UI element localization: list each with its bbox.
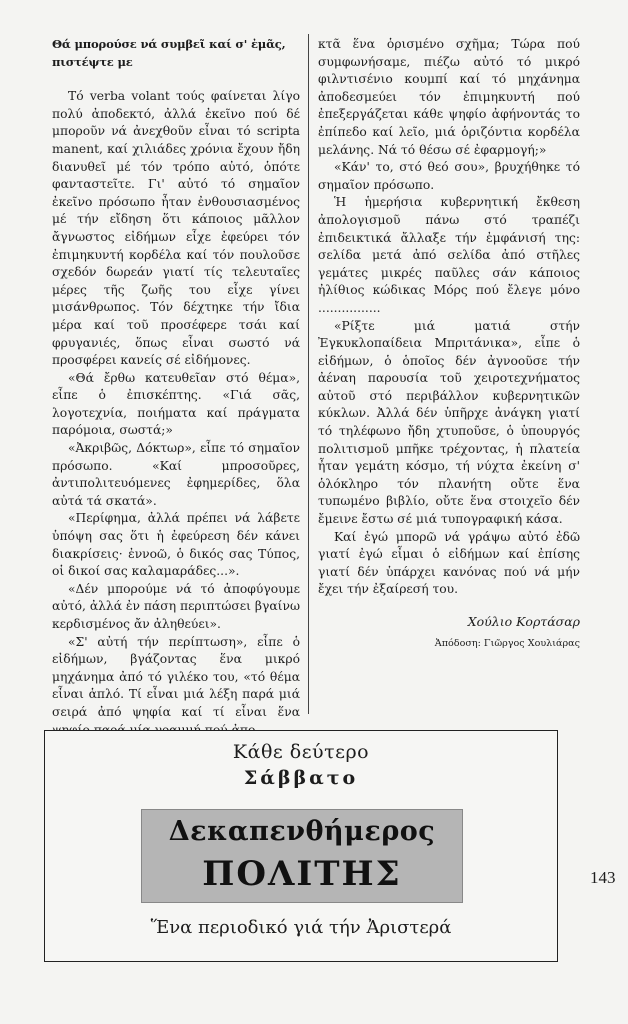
- ad-line-saturday: Σάββατο: [243, 767, 359, 789]
- ad-tagline: Ἕνα περιοδικό γιά τήν Ἀριστερά: [150, 917, 452, 938]
- paragraph: Καί ἐγώ μπορῶ νά γράψω αὐτό ἐδῶ γιατί ἐγώ εἶμαι ὁ εἰδήμων καί ἐπίσης γιατί δέν ὑπάρχει κανόνας πού νά μήν ἔχει τήν ἐξαίρεσή του.: [318, 529, 580, 597]
- ad-title-box: [141, 809, 463, 903]
- paragraph: «Θά ἔρθω κατευθεῖαν στό θέμα», εἶπε ὁ ἐπισκέπτης. «Γιά σᾶς, λογοτεχνία, ποιήματα καί πράγματα παρόμοια, σωστά;»: [52, 370, 300, 438]
- article-left-column: [52, 36, 300, 739]
- ad-line-every-other: Κάθε δεύτερο: [232, 741, 370, 763]
- paragraph: «Περίφημα, ἀλλά πρέπει νά λάβετε ὑπόψη σας ὅτι ἡ ἐφεύρεση δέν κάνει διακρίσεις· ἐννοῶ, ὁ δικός σας Τύπος, οἱ δικοί σας καλαμαράδες...».: [52, 511, 300, 579]
- paragraph: «Ἀκριβῶς, Δόκτωρ», εἶπε τό σημαῖον πρόσωπο. «Καί μπροσοῦρες, ἀντιπολιτευόμενες ἐφημερίδες, ὅλα αὐτά τά σκατά».: [52, 441, 300, 508]
- ad-title-politis: ΠΟΛΙΤΗΣ: [202, 854, 402, 894]
- author-signature: Χούλιο Κορτάσαρ: [467, 614, 580, 629]
- translation-credit: Ἀπόδοση: Γιῶργος Χουλιάρας: [434, 637, 580, 649]
- column-divider: [308, 34, 309, 714]
- paragraph: Ἡ ἡμερήσια κυβερνητική ἔκθεση ἀπολογισμοῦ πάνω στό τραπέζι ἐπιδεικτικά ἄλλαξε τήν ἐμφάνισή της: σελίδα μετά ἀπό σελίδα ἀπό στῆλες γεμάτες μικρές παῦλες σάν κάποιος ἠλίθιος κώδικας Μόρς πού ἔλεγε μόνο ................: [318, 195, 580, 315]
- paragraph: «Ρίξτε μιά ματιά στήν Ἐγκυκλοπαίδεια Μπριτάνικα», εἶπε ὁ εἰδήμων, ὁ ὁποῖος δέν ἀγνοοῦσε τήν ἀέναη παρουσία τοῦ χειροτεχνήματος αὐτοῦ στό περιβάλλον κυβερνητικῶν κύκλων. Ἀλλά δέν ὑπῆρχε ἀνάγκη γιατί τό τηλέφωνο ἤδη χτυποῦσε, ὁ ὑπουργός πολιτισμοῦ μπῆκε τρέχοντας, ἡ πλατεία ἦταν γεμάτη κόσμο, τή νύχτα ἐκείνη σ' ὁλόκληρο τόν πλανήτη οὔτε ἕνα τυπωμένο βιβλίο, οὔτε ἕνα στοιχεῖο δέν ἔμεινε ἔστω σέ μιά τυπογραφική κάσα.: [318, 318, 580, 527]
- page-number: 143: [590, 868, 616, 887]
- paragraph: «Δέν μπορούμε νά τό ἀποφύγουμε αὐτό, ἀλλά ἐν πάση περιπτώσει βγαίνω κερδισμένος ἄν ἀληθεύει».: [52, 581, 300, 631]
- paragraph: Τό verba volant τούς φαίνεται λίγο πολύ ἀποδεκτό, ἀλλά ἐκεῖνο πού δέ μποροῦν νά ἀνεχθοῦν εἶναι τό scripta manent, καί χιλιάδες χρόνια ἔχουν ἤδη διανυθεῖ μέ τόν τρόπο αὐτό, ὁπότε φανταστεῖτε. Γι' αὐτό τό σημαῖον ἐκεῖνο πρόσωπο ἦταν ἐνθουσιασμένος μέ τήν εἴδηση ὅτι κάποιος μᾶλλον ἄγνωστος εἰδήμων εἶχε ἐφεύρει τόν ἐπιμηκυντή κορδέλα καί τόν πουλοῦσε σχεδόν δωρεάν γιατί τίς τελευταῖες μέρες τῆς ζωῆς του εἶχε γίνει μισάνθρωπος. Τόν δέχτηκε τήν ἴδια μέρα καί τοῦ προσέφερε τσάι καί φρυγανιές, ὅπως εἶναι σωστό νά προσφέρει κανείς σέ εἰδήμονες.: [52, 89, 300, 368]
- paragraph: κτᾶ ἕνα ὁρισμένο σχῆμα; Τώρα πού συμφωνήσαμε, πιέζω αὐτό τό μικρό φιλντισένιο κουμπί καί τό μηχάνημα ἀποδεσμεύει τόν ἐπιμηκυντή πού ἐπεξεργάζεται κάθε ψηφίο ἀφήνοντάς το ἐπίπεδο καί λεῖο, μιά ὁριζόντια κορδέλα μελάνης. Νά τό θέσω σέ ἐφαρμογή;»: [318, 37, 580, 157]
- article-right-column: [318, 36, 580, 652]
- paragraph: «Σ' αὐτή τήν περίπτωση», εἶπε ὁ εἰδήμων, βγάζοντας ἕνα μικρό μηχάνημα ἀπό τό γιλέκο του, «τό θέμα εἶναι ἁπλό. Τί εἶναι μιά λέξη παρά μιά σειρά ἀπό ψηφία καί τί εἶναι ἕνα: [52, 634, 300, 719]
- magazine-advertisement: [44, 730, 558, 962]
- ad-title-biweekly: Δεκαπενθήμερος: [168, 816, 436, 847]
- paragraph: «Κάν' το, στό θεό σου», βρυχήθηκε τό σημαῖον πρόσωπο.: [318, 160, 580, 192]
- article-heading: Θά μπορούσε νά συμβεῖ καί σ' ἐμᾶς, πιστέψτε με: [52, 37, 286, 69]
